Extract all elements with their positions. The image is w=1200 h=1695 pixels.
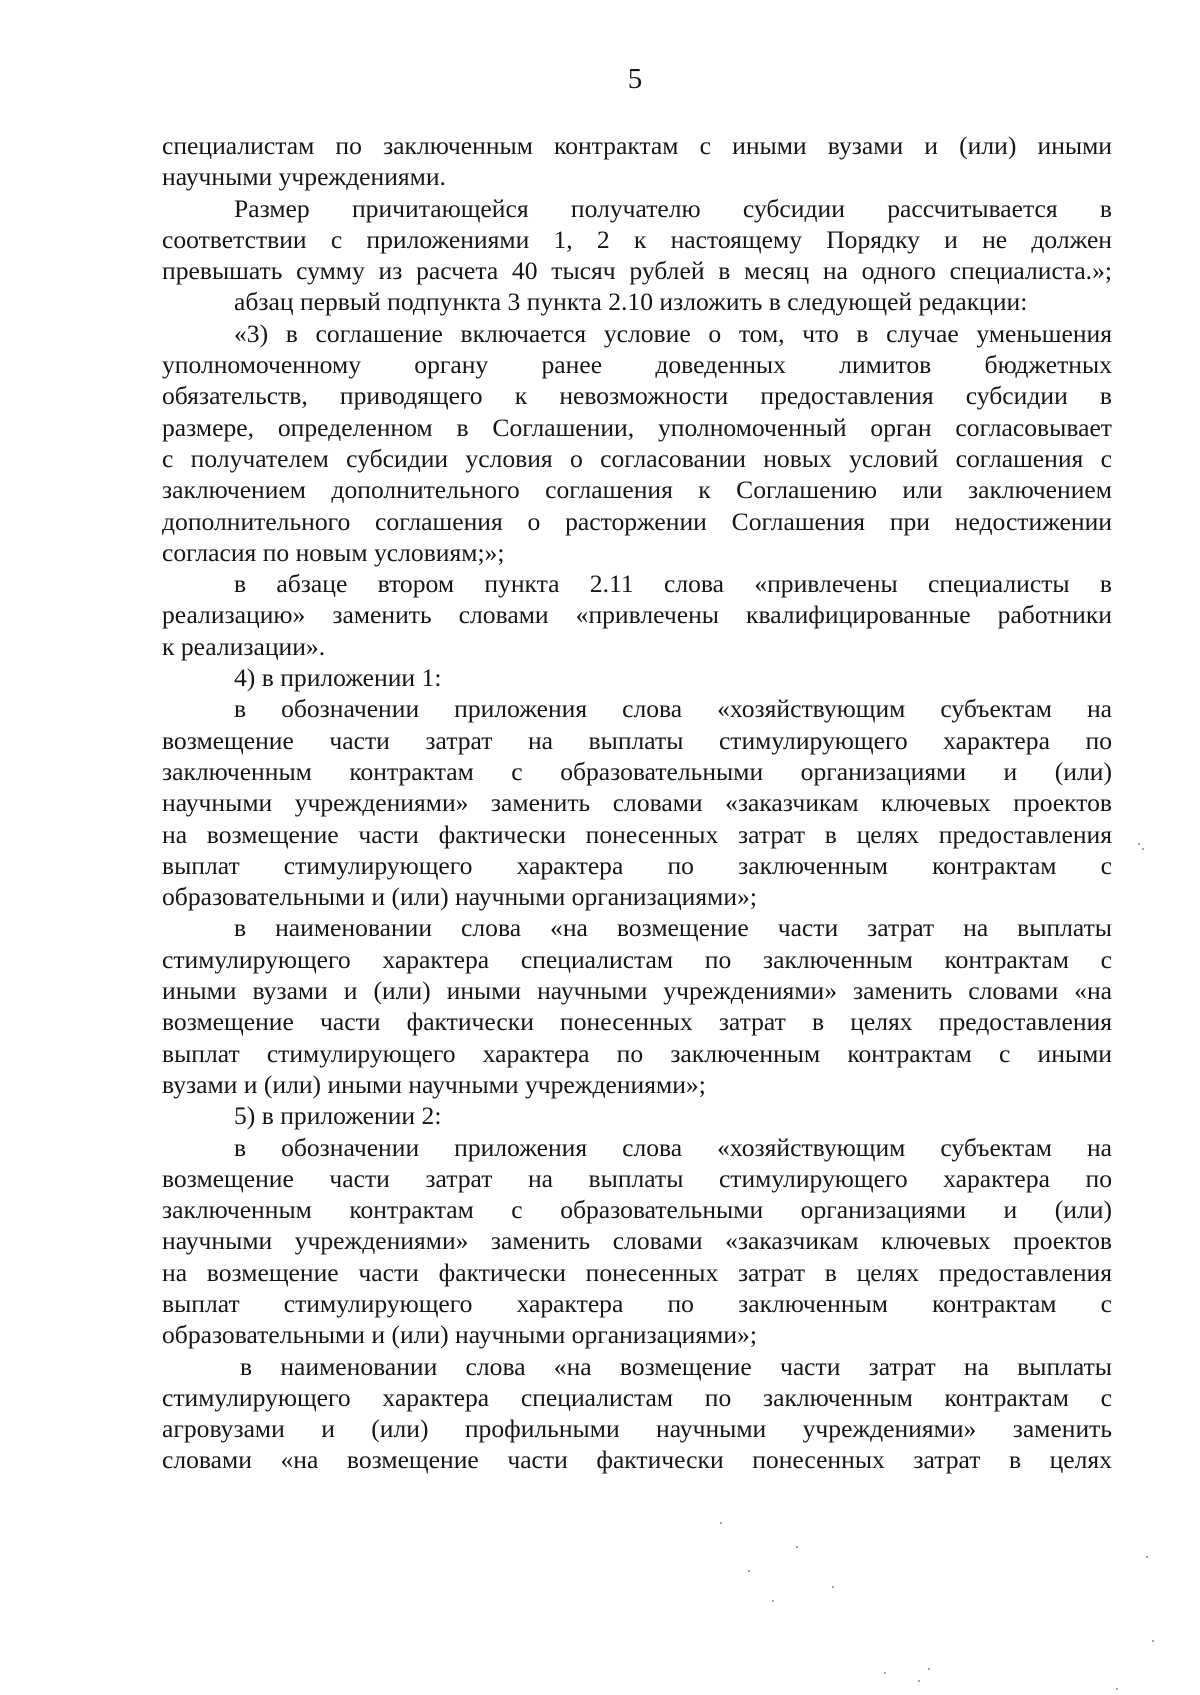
text-line: заключенным контрактам с образовательными организациями и (или) <box>162 1195 1112 1225</box>
text-line: выплат стимулирующего характера по заключенным контрактам с <box>162 850 1112 880</box>
text-line: в обозначении приложения слова «хозяйствующим субъектам на <box>234 694 1112 724</box>
text-line: превышать сумму из расчета 40 тысяч рублей в месяц на одного специалиста.»; <box>162 256 1112 286</box>
scan-speck <box>832 1586 834 1588</box>
text-line: соответствии с приложениями 1, 2 к настоящему Порядку и не должен <box>162 224 1112 254</box>
scan-speck <box>720 1522 722 1524</box>
text-line: в обозначении приложения слова «хозяйствующим субъектам на <box>234 1132 1112 1162</box>
text-line: агровузами и (или) профильными научными учреждениями» заменить <box>162 1414 1112 1444</box>
text-line: специалистам по заключенным контрактам с иными вузами и (или) иными <box>162 131 1112 160</box>
text-line: реализацию» заменить словами «привлечены квалифицированные работники <box>162 600 1112 630</box>
text-line: образовательными и (или) научными организациями»; <box>162 882 757 912</box>
text-line: в наименовании слова «на возмещение части затрат на выплаты <box>234 913 1112 943</box>
scan-speck <box>748 1570 750 1572</box>
text-line: возмещение части затрат на выплаты стимулирующего характера по <box>162 1163 1112 1193</box>
scan-speck <box>1138 843 1140 845</box>
text-line: в абзаце втором пункта 2.11 слова «привлечены специалисты в <box>234 569 1112 599</box>
text-line: 5) в приложении 2: <box>234 1101 442 1131</box>
scan-speck <box>928 1668 930 1670</box>
text-line: возмещение части фактически понесенных затрат в целях предоставления <box>162 1007 1112 1037</box>
text-line: «3) в соглашение включается условие о том, что в случае уменьшения <box>234 318 1112 348</box>
text-line: научными учреждениями. <box>162 162 446 192</box>
text-line: согласия по новым условиям;»; <box>162 537 505 567</box>
scan-speck <box>918 1680 920 1682</box>
scan-speck <box>772 1600 774 1602</box>
scan-speck <box>1152 1640 1154 1642</box>
scan-speck <box>884 1672 886 1674</box>
scan-speck <box>1146 1556 1148 1558</box>
text-line: образовательными и (или) научными организациями»; <box>162 1320 757 1350</box>
scan-speck <box>1116 1688 1118 1690</box>
text-line: абзац первый подпункта 3 пункта 2.10 изложить в следующей редакции: <box>234 287 1028 317</box>
text-line: уполномоченному органу ранее доведенных лимитов бюджетных <box>162 350 1112 380</box>
text-line: на возмещение части фактически понесенных затрат в целях предоставления <box>162 1257 1112 1287</box>
scan-speck <box>796 1546 798 1548</box>
text-line: научными учреждениями» заменить словами «заказчикам ключевых проектов <box>162 788 1112 818</box>
scan-speck <box>1142 848 1144 850</box>
text-line: к реализации». <box>162 631 326 661</box>
text-line: выплат стимулирующего характера по заключенным контрактам с иными <box>162 1038 1112 1068</box>
page-number: 5 <box>627 63 643 95</box>
text-line: вузами и (или) иными научными учреждениями»; <box>162 1069 706 1099</box>
document-body <box>162 130 1112 1476</box>
text-line: в наименовании слова «на возмещение части затрат на выплаты <box>240 1351 1112 1381</box>
text-line: стимулирующего характера специалистам по заключенным контрактам с <box>162 944 1112 974</box>
text-line: словами «на возмещение части фактически понесенных затрат в целях <box>162 1445 1112 1475</box>
text-line: дополнительного соглашения о расторжении Соглашения при недостижении <box>162 506 1112 536</box>
text-line: возмещение части затрат на выплаты стимулирующего характера по <box>162 725 1112 755</box>
text-line: стимулирующего характера специалистам по заключенным контрактам с <box>162 1382 1112 1412</box>
text-line: на возмещение части фактически понесенных затрат в целях предоставления <box>162 819 1112 849</box>
text-line: научными учреждениями» заменить словами «заказчикам ключевых проектов <box>162 1226 1112 1256</box>
text-line: 4) в приложении 1: <box>234 663 442 693</box>
text-line: с получателем субсидии условия о согласовании новых условий соглашения с <box>162 443 1112 473</box>
text-line: заключенным контрактам с образовательными организациями и (или) <box>162 756 1112 786</box>
text-line: выплат стимулирующего характера по заключенным контрактам с <box>162 1288 1112 1318</box>
text-line: заключением дополнительного соглашения к Соглашению или заключением <box>162 475 1112 505</box>
text-line: обязательств, приводящего к невозможности предоставления субсидии в <box>162 381 1112 411</box>
text-line: размере, определенном в Соглашении, уполномоченный орган согласовывает <box>162 412 1112 442</box>
text-line: Размер причитающейся получателю субсидии рассчитывается в <box>234 193 1112 223</box>
text-line: иными вузами и (или) иными научными учреждениями» заменить словами «на <box>162 976 1112 1006</box>
